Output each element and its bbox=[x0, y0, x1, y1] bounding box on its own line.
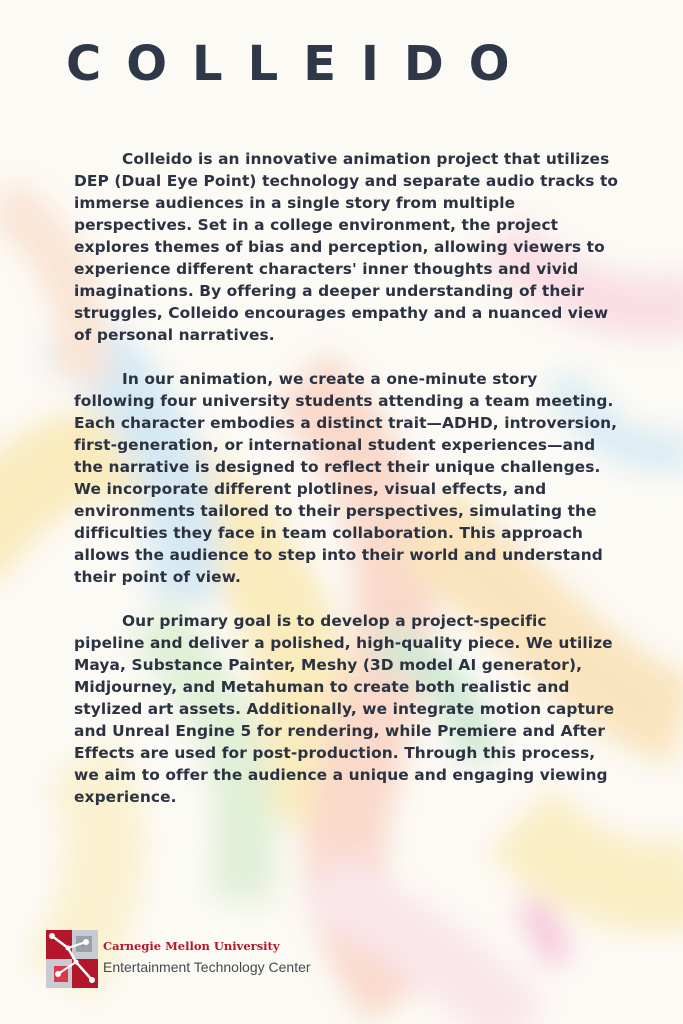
cmu-etc-circuit-icon bbox=[46, 930, 98, 988]
paragraph-goal: Our primary goal is to develop a project-specific pipeline and deliver a polished, high-quality piece. We utilize Maya, Substance Painter, Meshy (3D model AI generator), Midjourney, and Metahuman to create both realistic and stylized art assets. Additionally, we integrate motion capture and Unreal Engine 5 for rendering, while Premiere and After Effects are used for post-production. Through this process, we aim to offer the audience a unique and engaging viewing experience. bbox=[74, 612, 615, 806]
paragraph-story: In our animation, we create a one-minute story following four university students attending a team meeting. Each character embodies a distinct trait—ADHD, introversion, first-generation, or international student experiences—and the narrative is designed to reflect their unique challenges. We incorporate different plotlines, visual effects, and environments tailored to their perspectives, simulating the difficulties they face in team collaboration. This approach allows the audience to step into their world and understand their point of view. bbox=[74, 370, 618, 586]
description-body bbox=[74, 148, 622, 830]
university-name: Carnegie Mellon University bbox=[103, 939, 280, 953]
center-name: Entertainment Technology Center bbox=[103, 959, 311, 975]
paragraph-intro: Colleido is an innovative animation project that utilizes DEP (Dual Eye Point) technology and separate audio tracks to immerse audiences in a single story from multiple perspectives. Set in a college environment, the project explores themes of bias and perception, allowing viewers to experience different characters' inner thoughts and vivid imaginations. By offering a deeper understanding of their struggles, Colleido encourages empathy and a nuanced view of personal narratives. bbox=[74, 150, 619, 344]
cmu-etc-logo bbox=[46, 930, 346, 990]
project-title: COLLEIDO bbox=[66, 36, 535, 92]
